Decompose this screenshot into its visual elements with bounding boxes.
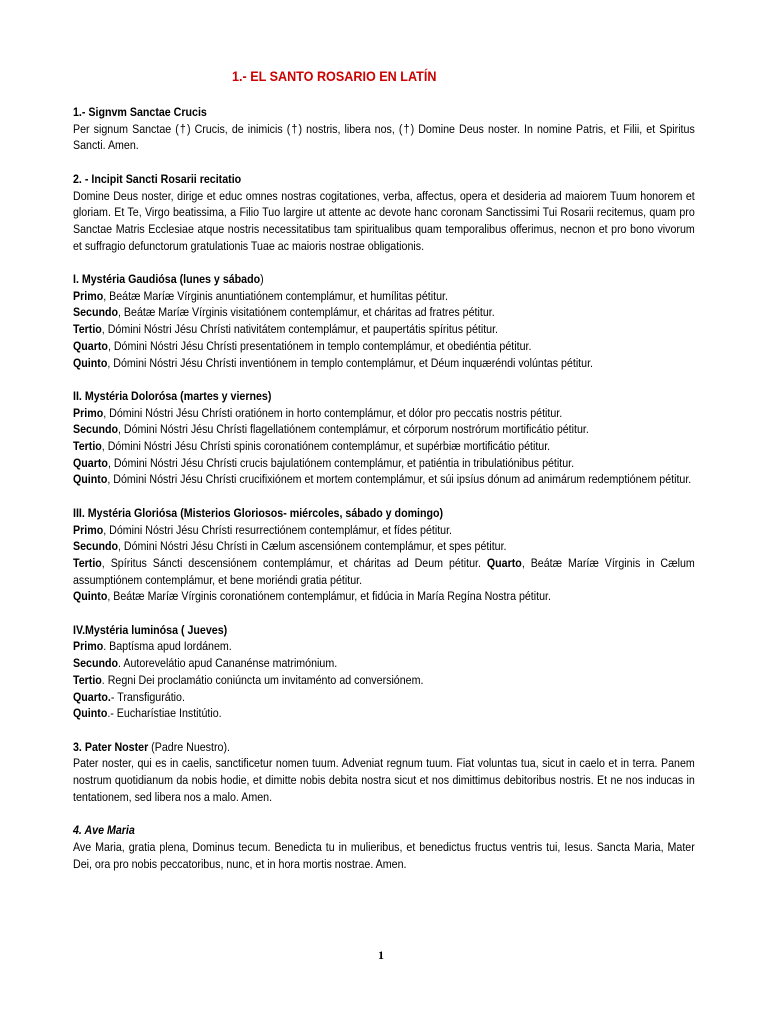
section-heading-incipit: 2. - Incipit Sancti Rosarii recitatio (73, 171, 242, 186)
mystery-label: Quinto (73, 472, 108, 487)
mystery-text: , Beátæ Maríæ Vírginis anuntiatiónem contemplámur, et humílitas pétitur. (103, 288, 448, 303)
mystery-label: Secundo (73, 305, 119, 320)
section-body-signum: Per signum Sanctae (†) Crucis, de inimicis (†) nostris, libera nos, (†) Domine Deus noster. In nomine Patris, et Filii, et Spiritus Sancti. Amen. (73, 121, 695, 153)
heading-bold-part: I. Mystéria Gaudiósa (lunes y sábado (73, 272, 261, 286)
section-body-pater: Pater noster, qui es in caelis, sanctificetur nomen tuum. Adveniat regnum tuum. Fiat voluntas tua, sicut in caelo et in terra. Panem nostrum quotidianum da nobis hodie, et dimitte nobis debita nostra sicut et nos dimittimus debitoribus nostris. Et ne nos inducas in tentationem, sed libera nos a malo. Amen. (73, 756, 695, 804)
mystery-row (73, 522, 695, 539)
mystery-label: Quarto. (73, 689, 111, 704)
mystery-label: Tertio (73, 322, 102, 337)
mystery-label: Primo (73, 288, 104, 303)
mystery-row (73, 321, 695, 338)
section-heading-luminosa: IV.Mystéria luminósa ( Jueves) (73, 622, 228, 637)
mystery-text: , Spíritus Sáncti descensiónem contemplámur, et cháritas ad Deum pétitur. (101, 555, 487, 570)
mystery-label: Secundo (73, 422, 119, 437)
mystery-row (73, 655, 695, 672)
mystery-text: , Beátæ Maríæ Vírginis coronatiónem contemplámur, et fidúcia in María Regína Nostra pétitur. (107, 589, 551, 604)
mystery-row (73, 672, 695, 689)
mystery-label: Quinto (73, 355, 108, 370)
mystery-text: , Beátæ Maríæ Vírginis visitatiónem contemplámur, et cháritas ad fratres pétitur. (118, 305, 495, 320)
mystery-label: Quinto (73, 589, 108, 604)
mystery-text: , Dómini Nóstri Jésu Chrísti flagellatiónem contemplámur, et córporum nostrórum mortificátio pétitur. (118, 422, 589, 437)
section-heading-gloriosa: III. Mystéria Gloriósa (Misterios Gloriosos- miércoles, sábado y domingo) (73, 505, 444, 520)
mystery-row (73, 355, 695, 372)
mystery-text: , Dómini Nóstri Jésu Chrísti presentatiónem in templo contemplámur, et obediéntia pétitur. (107, 338, 532, 353)
heading-tail: (Padre Nuestro). (148, 739, 230, 754)
mystery-text: - Transfigurátio. (110, 689, 185, 704)
mystery-text: , Dómini Nóstri Jésu Chrísti resurrectiónem contemplámur, et fídes pétitur. (103, 522, 453, 537)
mystery-text: , Dómini Nóstri Jésu Chrísti spinis coronatiónem contemplámur, et supérbiæ mortificátio pétitur. (101, 439, 551, 454)
mystery-text: , Dómini Nóstri Jésu Chrísti crucis bajulatiónem contemplámur, et patiéntia in tribulatiónibus pétitur. (107, 455, 575, 470)
mystery-row (73, 288, 695, 305)
mystery-text: , Dómini Nóstri Jésu Chrísti oratiónem in horto contemplámur, et dólor pro peccatis nostris pétitur. (103, 405, 563, 420)
mystery-row (73, 455, 695, 472)
mystery-row (73, 588, 695, 605)
mystery-label: Quinto (73, 706, 108, 721)
mystery-label: Tertio (73, 672, 102, 687)
mystery-text: . Autorevelátio apud Cananénse matrimónium. (118, 656, 338, 671)
mystery-row (73, 438, 695, 455)
mystery-row (73, 471, 695, 488)
mystery-text: . Baptísma apud Iordánem. (103, 639, 232, 654)
section-body-ave: Ave Maria, gratia plena, Dominus tecum. Benedicta tu in mulieribus, et benedictus fructus ventris tui, Iesus. Sancta Maria, Mater Dei, ora pro nobis peccatoribus, nunc, et in hora mortis nostrae. Amen. (73, 839, 695, 871)
mystery-row (73, 538, 695, 555)
section-body-incipit: Domine Deus noster, dirige et educ omnes nostras cogitationes, verba, affectus, opera et desideria ad maiorem Tuum honorem et gloriam. Et Te, Virgo beatissima, a Filio Tuo largire ut attente ac devote hanc coronam Sanctissimi Tui Rosarii recitemus, quam pro Sanctae Matris Ecclesiae atque nostris necessitatibus tam spiritualibus quam temporalibus offerimus, necnon et pro bono vivorum et suffragio defunctorum gratulationis Tuae ac maioris nostrae obligationis. (73, 188, 695, 253)
section-heading-dolorosa: II. Mystéria Dolorósa (martes y viernes) (73, 388, 272, 403)
mystery-text: , Beátæ Maríæ Vírginis in Cælum assumptiónem contemplámur, et bene moriéndi gratia pétitur. (73, 555, 695, 587)
mystery-label: Quarto (486, 555, 522, 570)
mystery-row (73, 689, 695, 706)
mystery-label: Secundo (73, 539, 119, 554)
mystery-row (73, 555, 695, 588)
mystery-label: Tertio (73, 555, 102, 570)
mystery-label: Secundo (73, 656, 119, 671)
mystery-label: Primo (73, 639, 104, 654)
mystery-row (73, 304, 695, 321)
mystery-label: Quarto (73, 455, 108, 470)
mystery-row (73, 421, 695, 438)
mystery-text: , Dómini Nóstri Jésu Chrísti crucifixiónem et mortem contemplámur, et súi ipsíus dónum ad animárum redemptiónem pétitur. (107, 472, 692, 487)
document-title: 1.- EL SANTO ROSARIO EN LATÍN (232, 68, 437, 84)
mystery-row (73, 638, 695, 655)
section-heading-pater (73, 739, 695, 756)
mystery-label: Quarto (73, 338, 108, 353)
mystery-label: Primo (73, 522, 104, 537)
section-heading-signum: 1.- Signvm Sanctae Crucis (73, 105, 207, 119)
mystery-text: . Regni Dei proclamátio coniúncta um invitaménto ad conversiónem. (101, 672, 424, 687)
mystery-label: Primo (73, 405, 104, 420)
section-heading-ave: 4. Ave Maria (73, 823, 135, 838)
document-body (73, 104, 695, 872)
mystery-text: , Dómini Nóstri Jésu Chrísti inventiónem in templo contemplámur, et Déum inquæréndi volúntas pétitur. (107, 355, 593, 370)
heading-tail: ) (260, 272, 264, 286)
mystery-row (73, 705, 695, 722)
mystery-row (73, 405, 695, 422)
mystery-text: , Dómini Nóstri Jésu Chrísti in Cælum ascensiónem contemplámur, et spes pétitur. (118, 539, 507, 554)
heading-bold-part: 3. Pater Noster (73, 739, 149, 754)
mystery-text: , Dómini Nóstri Jésu Chrísti nativitátem contemplámur, et paupertátis spíritus pétitur. (101, 322, 499, 337)
page-number: 1 (378, 948, 384, 962)
mystery-label: Tertio (73, 439, 102, 454)
mystery-text: .- Eucharístiae Institútio. (107, 706, 222, 721)
mystery-row (73, 338, 695, 355)
section-heading-gaudiosa (73, 271, 695, 288)
